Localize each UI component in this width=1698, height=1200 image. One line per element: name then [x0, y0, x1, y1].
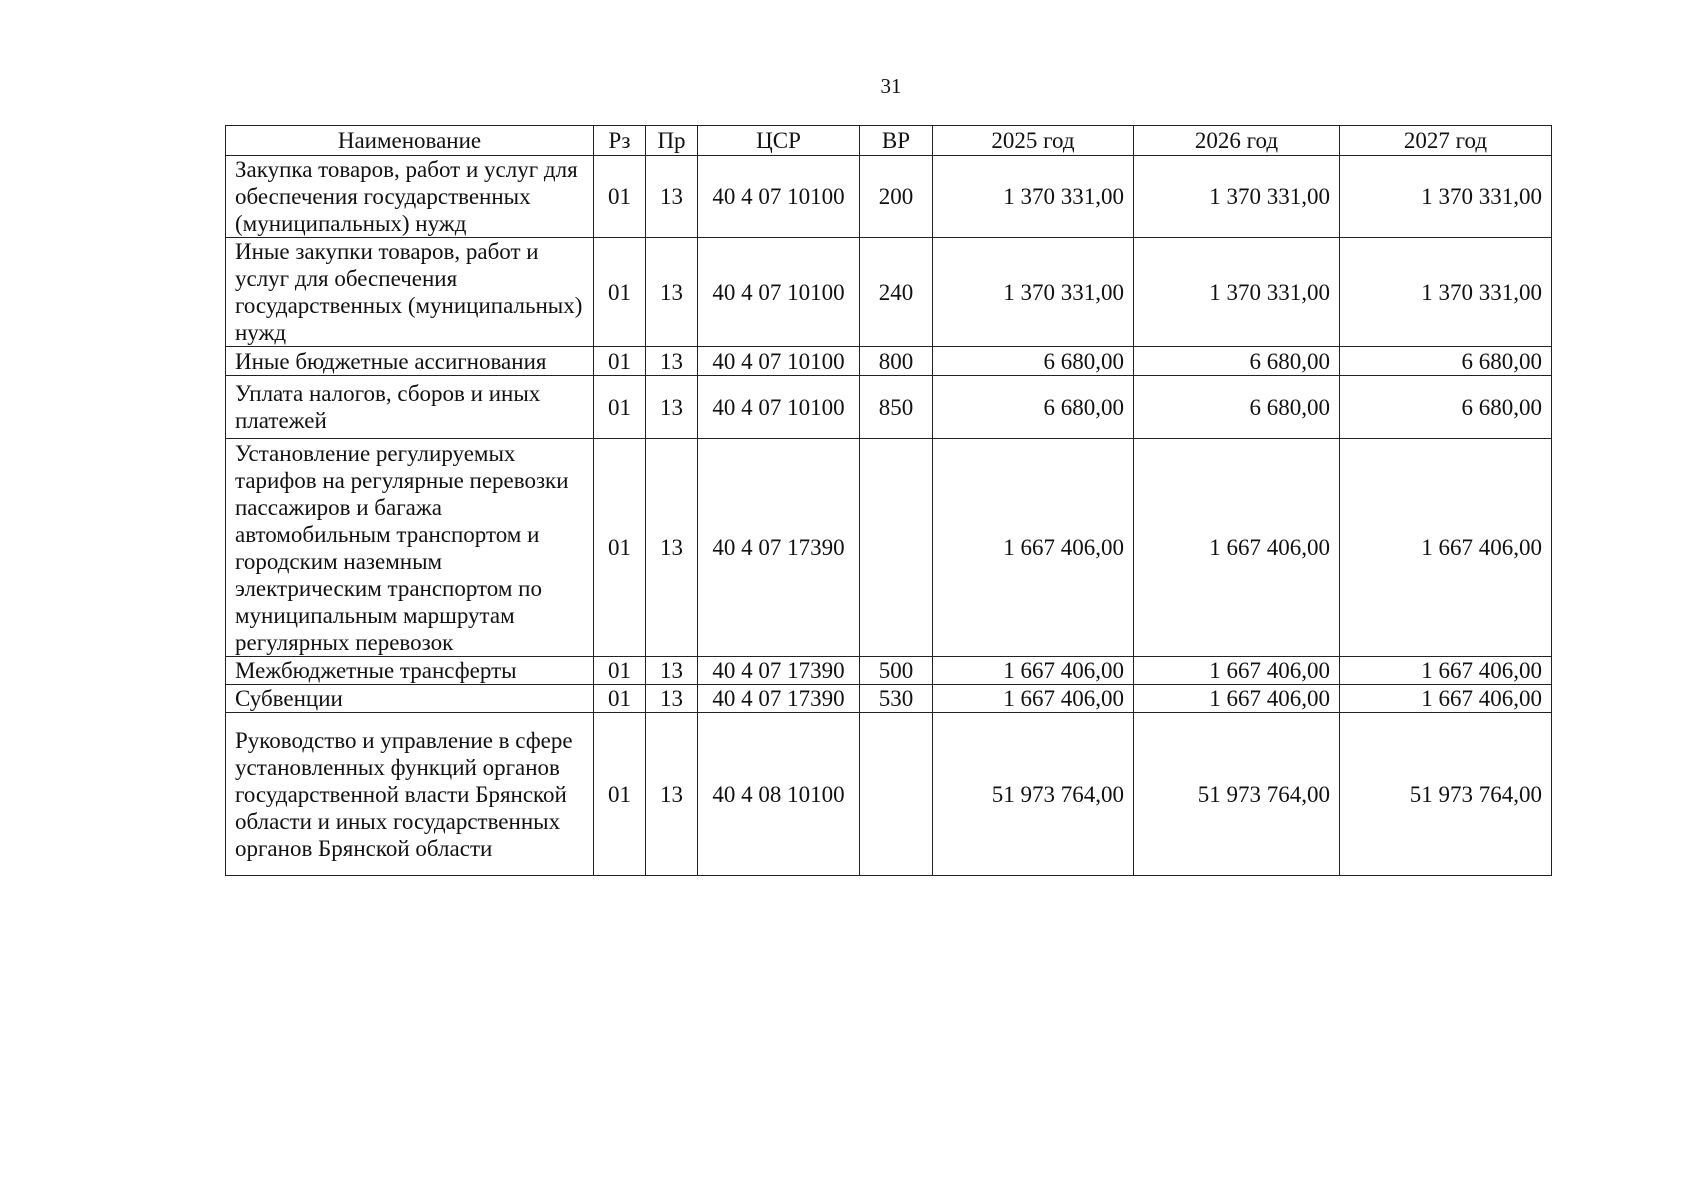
row-2026: 51 973 764,00 — [1134, 713, 1340, 876]
row-name: Уплата налогов, сборов и иных платежей — [226, 376, 594, 439]
row-2026: 1 667 406,00 — [1134, 685, 1340, 713]
row-csr: 40 4 07 10100 — [698, 156, 860, 238]
table-row — [226, 713, 1552, 876]
row-pr: 13 — [646, 376, 698, 439]
row-rz: 01 — [594, 238, 646, 347]
row-2026: 6 680,00 — [1134, 347, 1340, 376]
budget-table — [225, 125, 1552, 876]
row-rz: 01 — [594, 376, 646, 439]
row-csr: 40 4 07 10100 — [698, 347, 860, 376]
row-pr: 13 — [646, 238, 698, 347]
row-vr: 530 — [860, 685, 933, 713]
row-2025: 6 680,00 — [933, 347, 1134, 376]
row-name: Руководство и управление в сфере установленных функций органов государственной власти Брянской области и иных государственных органов Брянской области — [226, 713, 594, 876]
row-pr: 13 — [646, 347, 698, 376]
row-pr: 13 — [646, 657, 698, 685]
table-row — [226, 347, 1552, 376]
row-name: Субвенции — [226, 685, 594, 713]
row-vr: 240 — [860, 238, 933, 347]
row-pr: 13 — [646, 156, 698, 238]
row-2025: 51 973 764,00 — [933, 713, 1134, 876]
header-csr: ЦСР — [698, 126, 860, 156]
header-pr: Пр — [646, 126, 698, 156]
row-2026: 1 370 331,00 — [1134, 156, 1340, 238]
row-csr: 40 4 07 10100 — [698, 238, 860, 347]
table-header — [226, 126, 1552, 156]
header-2025: 2025 год — [933, 126, 1134, 156]
row-csr: 40 4 07 10100 — [698, 376, 860, 439]
row-csr: 40 4 07 17390 — [698, 657, 860, 685]
row-2025: 1 667 406,00 — [933, 685, 1134, 713]
row-name: Установление регулируемых тарифов на регулярные перевозки пассажиров и багажа автомобильным транспортом и городским наземным электрическим транспортом по муниципальным маршрутам регулярных перевозок — [226, 439, 594, 657]
row-2027: 1 370 331,00 — [1340, 238, 1552, 347]
header-2027: 2027 год — [1340, 126, 1552, 156]
row-2027: 51 973 764,00 — [1340, 713, 1552, 876]
row-2027: 6 680,00 — [1340, 347, 1552, 376]
row-name: Иные бюджетные ассигнования — [226, 347, 594, 376]
row-2026: 1 667 406,00 — [1134, 439, 1340, 657]
row-rz: 01 — [594, 156, 646, 238]
row-vr: 800 — [860, 347, 933, 376]
header-rz: Рз — [594, 126, 646, 156]
table-row — [226, 156, 1552, 238]
row-2026: 1 667 406,00 — [1134, 657, 1340, 685]
row-rz: 01 — [594, 347, 646, 376]
header-2026: 2026 год — [1134, 126, 1340, 156]
row-csr: 40 4 07 17390 — [698, 685, 860, 713]
row-name: Межбюджетные трансферты — [226, 657, 594, 685]
row-2025: 1 370 331,00 — [933, 238, 1134, 347]
row-2025: 6 680,00 — [933, 376, 1134, 439]
row-2025: 1 370 331,00 — [933, 156, 1134, 238]
row-vr: 200 — [860, 156, 933, 238]
header-row — [226, 126, 1552, 156]
row-2027: 1 667 406,00 — [1340, 439, 1552, 657]
row-2025: 1 667 406,00 — [933, 439, 1134, 657]
table-body — [226, 156, 1552, 876]
row-2025: 1 667 406,00 — [933, 657, 1134, 685]
page-number: 31 — [880, 74, 902, 98]
row-csr: 40 4 08 10100 — [698, 713, 860, 876]
table-row — [226, 439, 1552, 657]
row-vr: 500 — [860, 657, 933, 685]
row-pr: 13 — [646, 713, 698, 876]
row-2027: 1 667 406,00 — [1340, 685, 1552, 713]
row-vr: 850 — [860, 376, 933, 439]
row-2026: 6 680,00 — [1134, 376, 1340, 439]
row-rz: 01 — [594, 657, 646, 685]
row-2027: 1 370 331,00 — [1340, 156, 1552, 238]
row-name: Закупка товаров, работ и услуг для обеспечения государственных (муниципальных) нужд — [226, 156, 594, 238]
header-name: Наименование — [226, 126, 594, 156]
table-row — [226, 376, 1552, 439]
row-csr: 40 4 07 17390 — [698, 439, 860, 657]
row-pr: 13 — [646, 685, 698, 713]
row-rz: 01 — [594, 685, 646, 713]
row-2027: 6 680,00 — [1340, 376, 1552, 439]
row-vr — [860, 439, 933, 657]
table-row — [226, 685, 1552, 713]
table-row — [226, 238, 1552, 347]
row-2027: 1 667 406,00 — [1340, 657, 1552, 685]
header-vr: ВР — [860, 126, 933, 156]
table-row — [226, 657, 1552, 685]
row-vr — [860, 713, 933, 876]
row-rz: 01 — [594, 439, 646, 657]
row-2026: 1 370 331,00 — [1134, 238, 1340, 347]
row-pr: 13 — [646, 439, 698, 657]
row-name: Иные закупки товаров, работ и услуг для обеспечения государственных (муниципальных) нужд — [226, 238, 594, 347]
row-rz: 01 — [594, 713, 646, 876]
